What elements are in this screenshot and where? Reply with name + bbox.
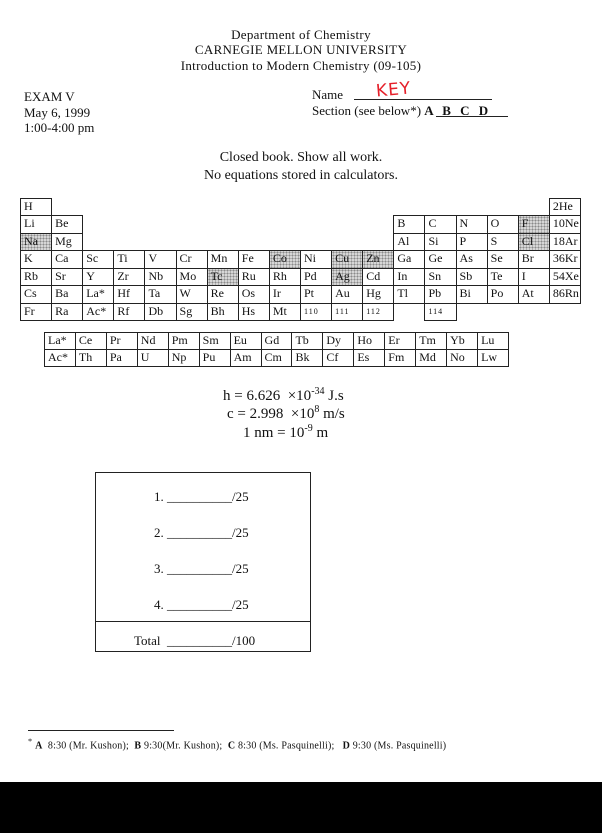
nanometer-conversion: 1 nm = $10^{-9}$ m — [243, 423, 329, 441]
element-cell — [393, 303, 425, 321]
element-cell: P — [456, 233, 488, 251]
element-cell: Cd — [362, 268, 394, 286]
element-cell: Bh — [207, 303, 239, 321]
element-cell: Sg — [176, 303, 208, 321]
element-cell: C — [424, 215, 456, 233]
element-cell: Hg — [362, 285, 394, 303]
element-cell: Zr — [113, 268, 145, 286]
f-block-element-cell: Th — [75, 349, 107, 367]
exam-date: May 6, 1999 — [24, 105, 91, 120]
element-cell: V — [144, 250, 176, 268]
element-cell: K — [20, 250, 52, 268]
f-block-element-cell: La* — [44, 332, 76, 350]
f-block-element-cell: Lu — [477, 332, 509, 350]
element-cell: Na — [20, 233, 52, 251]
name-underline — [354, 99, 492, 100]
element-cell: Sr — [51, 268, 83, 286]
element-cell: 114 — [424, 303, 456, 321]
element-cell — [549, 303, 581, 321]
element-cell: Rf — [113, 303, 145, 321]
element-cell: Nb — [144, 268, 176, 286]
f-block-element-cell: Pu — [199, 349, 231, 367]
element-cell: Pd — [300, 268, 332, 286]
element-cell: Ni — [300, 250, 332, 268]
element-cell: Bi — [456, 285, 488, 303]
element-cell: As — [456, 250, 488, 268]
element-cell: Mg — [51, 233, 83, 251]
f-block-element-cell: Am — [230, 349, 262, 367]
element-cell: O — [487, 215, 519, 233]
element-cell: Be — [51, 215, 83, 233]
f-block-element-cell: Tm — [415, 332, 447, 350]
score-row-4[interactable]: 4. __________/25 — [154, 597, 249, 612]
element-cell: 54Xe — [549, 268, 581, 286]
element-cell: 10Ne — [549, 215, 581, 233]
course-title: Introduction to Modern Chemistry (09-105) — [180, 58, 422, 73]
element-cell: Mt — [269, 303, 301, 321]
footnote-rule — [28, 730, 174, 731]
element-cell: Au — [331, 285, 363, 303]
section-label: Section (see below*) — [312, 103, 422, 118]
element-cell: Ac* — [82, 303, 114, 321]
instructions-line-2: No equations stored in calculators. — [203, 168, 398, 183]
element-cell: Rb — [20, 268, 52, 286]
section-footnote: * A 8:30 (Mr. Kushon); B 9:30(Mr. Kushon); C 8:30 (Ms. Pasquinelli); D 9:30 (Ms. Pasquinelli) — [28, 737, 447, 752]
exam-title: EXAM V — [24, 89, 75, 104]
f-block-element-cell: Dy — [322, 332, 354, 350]
f-block-element-cell: Cm — [261, 349, 293, 367]
f-block-element-cell: Sm — [199, 332, 231, 350]
element-cell: H — [20, 198, 52, 216]
f-block-element-cell: Bk — [291, 349, 323, 367]
element-cell: 2He — [549, 198, 581, 216]
score-row-2[interactable]: 2. __________/25 — [154, 525, 249, 540]
element-cell: Co — [269, 250, 301, 268]
element-cell: Tc — [207, 268, 239, 286]
f-block-element-cell: Lw — [477, 349, 509, 367]
exam-time: 1:00-4:00 pm — [24, 120, 95, 135]
university-title: CARNEGIE MELLON UNIVERSITY — [194, 42, 408, 57]
score-divider — [96, 621, 310, 622]
element-cell: Cs — [20, 285, 52, 303]
element-cell: Ca — [51, 250, 83, 268]
element-cell: B — [393, 215, 425, 233]
element-cell: 36Kr — [549, 250, 581, 268]
name-value[interactable]: KEY — [375, 78, 413, 102]
element-cell: Fr — [20, 303, 52, 321]
f-block-element-cell: Yb — [446, 332, 478, 350]
f-block-element-cell: Er — [384, 332, 416, 350]
section-underline — [436, 116, 508, 117]
planck-constant: $h = 6.626 \times 10^{-34}$ J.s — [223, 386, 344, 404]
f-block-element-cell: Np — [168, 349, 200, 367]
element-cell: Ba — [51, 285, 83, 303]
score-total-row[interactable]: Total __________/100 — [134, 633, 256, 648]
score-box — [95, 472, 311, 652]
element-cell: Rh — [269, 268, 301, 286]
element-cell: Db — [144, 303, 176, 321]
f-block-element-cell: Pr — [106, 332, 138, 350]
element-cell — [456, 303, 488, 321]
element-cell: Sn — [424, 268, 456, 286]
element-cell: At — [518, 285, 550, 303]
f-block-element-cell: Tb — [291, 332, 323, 350]
element-cell: Pt — [300, 285, 332, 303]
f-block-table — [44, 332, 508, 366]
department-title: Department of Chemistry — [231, 27, 371, 42]
f-block-element-cell: Cf — [322, 349, 354, 367]
element-cell: Hf — [113, 285, 145, 303]
element-cell: Te — [487, 268, 519, 286]
element-cell: Ge — [424, 250, 456, 268]
scan-bottom-border — [0, 782, 602, 833]
element-cell: 18Ar — [549, 233, 581, 251]
score-row-1[interactable]: 1. __________/25 — [154, 489, 249, 504]
f-block-element-cell: Md — [415, 349, 447, 367]
element-cell: Si — [424, 233, 456, 251]
element-cell: Ir — [269, 285, 301, 303]
f-block-element-cell: Fm — [384, 349, 416, 367]
element-cell: Cr — [176, 250, 208, 268]
f-block-element-cell: Es — [353, 349, 385, 367]
element-cell: Cu — [331, 250, 363, 268]
speed-of-light: $c = 2.998 \times 10^8$ m/s — [227, 404, 345, 422]
element-cell: S — [487, 233, 519, 251]
element-cell: Sc — [82, 250, 114, 268]
element-cell: Re — [207, 285, 239, 303]
element-cell: Y — [82, 268, 114, 286]
element-cell: Br — [518, 250, 550, 268]
f-block-element-cell: No — [446, 349, 478, 367]
element-cell: 112 — [362, 303, 394, 321]
element-cell: Os — [238, 285, 270, 303]
element-cell: 111 — [331, 303, 363, 321]
f-block-element-cell: Nd — [137, 332, 169, 350]
element-cell: Ra — [51, 303, 83, 321]
element-cell: Ti — [113, 250, 145, 268]
element-cell: W — [176, 285, 208, 303]
element-cell: Ta — [144, 285, 176, 303]
element-cell: Hs — [238, 303, 270, 321]
element-cell: Tl — [393, 285, 425, 303]
element-cell: In — [393, 268, 425, 286]
element-cell: Ga — [393, 250, 425, 268]
element-cell: N — [456, 215, 488, 233]
f-block-element-cell: Pm — [168, 332, 200, 350]
element-cell: 110 — [300, 303, 332, 321]
f-block-element-cell: Ho — [353, 332, 385, 350]
f-block-element-cell: Ac* — [44, 349, 76, 367]
element-cell — [518, 303, 550, 321]
name-label: Name — [312, 87, 344, 102]
element-cell: Cl — [518, 233, 550, 251]
element-cell: Pb — [424, 285, 456, 303]
element-cell — [487, 303, 519, 321]
score-row-3[interactable]: 3. __________/25 — [154, 561, 249, 576]
instructions-line-1: Closed book. Show all work. — [219, 150, 383, 165]
f-block-element-cell: Pa — [106, 349, 138, 367]
element-cell: Mo — [176, 268, 208, 286]
element-cell: Li — [20, 215, 52, 233]
element-cell: Po — [487, 285, 519, 303]
element-cell: F — [518, 215, 550, 233]
element-cell: Ag — [331, 268, 363, 286]
element-cell: Sb — [456, 268, 488, 286]
element-cell: I — [518, 268, 550, 286]
f-block-element-cell: Gd — [261, 332, 293, 350]
element-cell: Al — [393, 233, 425, 251]
element-cell: La* — [82, 285, 114, 303]
f-block-element-cell: Ce — [75, 332, 107, 350]
element-cell: Zn — [362, 250, 394, 268]
element-cell: Ru — [238, 268, 270, 286]
section-options[interactable]: A B C D — [424, 103, 492, 118]
f-block-element-cell: Eu — [230, 332, 262, 350]
element-cell: Mn — [207, 250, 239, 268]
element-cell: Fe — [238, 250, 270, 268]
element-cell: 86Rn — [549, 285, 581, 303]
periodic-table — [20, 198, 580, 320]
f-block-element-cell: U — [137, 349, 169, 367]
element-cell: Se — [487, 250, 519, 268]
